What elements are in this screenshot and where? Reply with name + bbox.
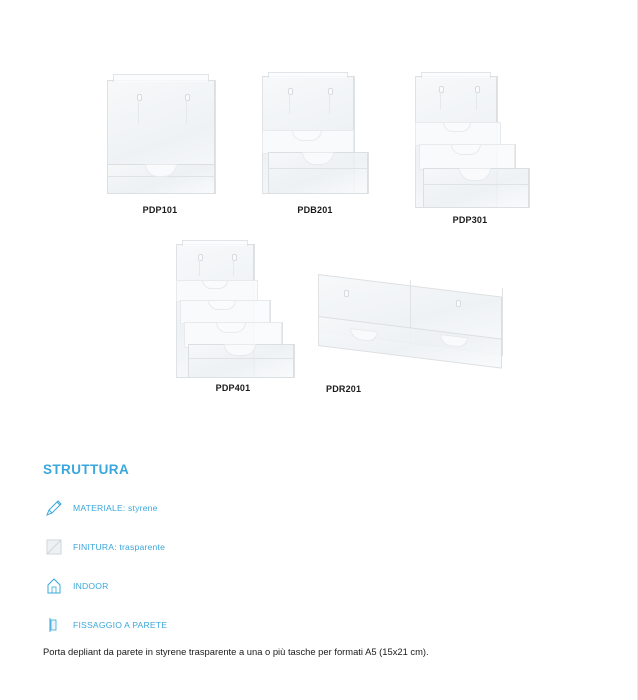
- spec-row-indoor: [43, 573, 603, 599]
- product-image-pdr201: [300, 262, 510, 384]
- product-code-pdp101: PDP101: [142, 205, 178, 215]
- spec-row-finitura: [43, 534, 603, 560]
- product-description: Porta depliant da parete in styrene trasparente a una o più tasche per formati A5 (15x21 cm).: [43, 646, 429, 657]
- product-pdp101[interactable]: [85, 72, 235, 215]
- mount-hole-icon: [344, 290, 349, 297]
- square-swatch-icon: [43, 536, 65, 558]
- product-image-pdp401: [158, 240, 308, 383]
- struttura-section: [43, 462, 603, 638]
- pen-icon: [43, 497, 65, 519]
- product-pdp401[interactable]: [158, 240, 308, 393]
- spec-row-fissaggio: [43, 612, 603, 638]
- product-pdb201[interactable]: [240, 72, 390, 215]
- struttura-title: STRUTTURA: [43, 462, 130, 477]
- product-code-pdp401: PDP401: [215, 383, 251, 393]
- product-code-pdb201: PDB201: [297, 205, 333, 215]
- spec-label-finitura: FINITURA: trasparente: [73, 542, 166, 552]
- product-image-pdb201: [240, 72, 390, 205]
- product-image-pdp101: [85, 72, 235, 205]
- product-pdr201[interactable]: [300, 262, 510, 394]
- product-image-pdp301: [395, 72, 545, 215]
- product-code-pdp301: PDP301: [452, 215, 488, 225]
- wall-mount-icon: [43, 614, 65, 636]
- spec-row-materiale: [43, 495, 603, 521]
- home-icon: [43, 575, 65, 597]
- spec-label-fissaggio: FISSAGGIO A PARETE: [73, 620, 168, 630]
- product-pdp301[interactable]: [395, 72, 545, 225]
- spec-label-materiale: MATERIALE: styrene: [73, 503, 158, 513]
- spec-label-indoor: INDOOR: [73, 581, 109, 591]
- mount-hole-icon: [456, 300, 461, 307]
- product-code-pdr201: PDR201: [326, 384, 362, 394]
